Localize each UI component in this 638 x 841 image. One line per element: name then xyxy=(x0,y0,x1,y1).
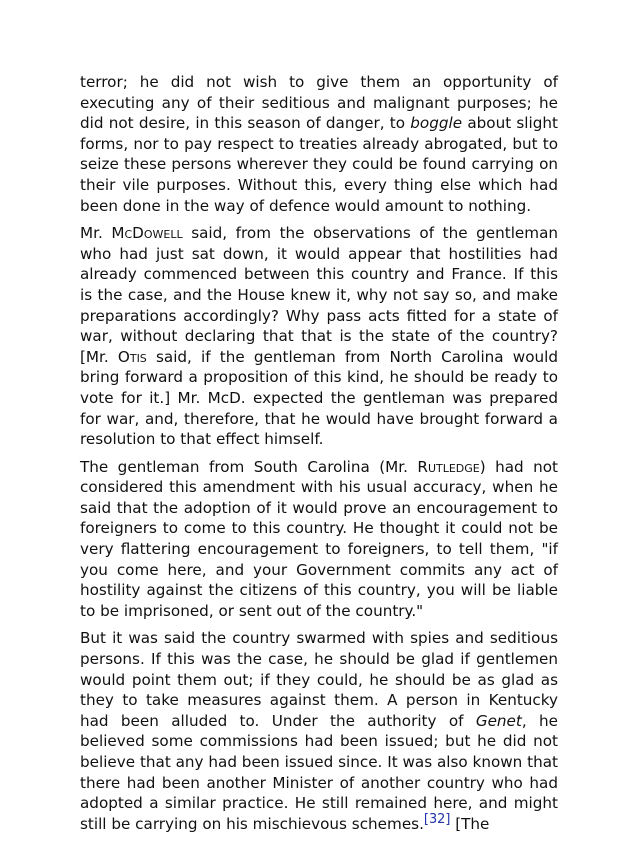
text-run: ) had not considered this amendment with his usual accuracy, when he said that the adoption of it would prove an encouragement to foreigners to come to this country. He thought it could not be very flattering encouragement to foreigners, to tell them, "if you come here, and your Government commits any act of hostility against the citizens of this country, you will be liable to be imprisoned, or sent out of the country." xyxy=(80,457,558,620)
paragraph-1 xyxy=(80,72,558,216)
emphasis-text: boggle xyxy=(410,114,463,133)
paragraph-2 xyxy=(80,223,558,450)
text-run: about slight forms, nor to pay respect to treaties already abrogated, but to seize these persons wherever they could be found carrying on their vile purposes. Without this, every thing else which had been done in the way of defence would amount to nothing. xyxy=(80,114,558,215)
text-run: But it was said the country swarmed with spies and seditious persons. If this was the case, he should be glad if gentlemen would point them out; if they could, he should be as glad as they to take measures against them. A person in Kentucky had been alluded to. Under the authority of xyxy=(80,629,558,730)
document-body xyxy=(80,72,558,841)
footnote-link[interactable]: [32] xyxy=(423,811,451,827)
text-run: said, from the observations of the gentleman who had just sat down, it would appear that hostilities had already commenced between this country and France. If this is the case, and the House knew it, why not say so, and make preparations accordingly? Why pass acts fitted for a state of war, without declaring that that is the state of the country? [Mr. xyxy=(80,224,559,366)
speaker-name: McDowell xyxy=(111,224,183,243)
text-run: Mr. xyxy=(80,224,112,243)
speaker-name: Rutledge xyxy=(417,457,480,476)
text-run: , he believed some commissions had been issued; but he did not believe that any had been issued since. It was also known that there had been another Minister of another country who had adopted a similar practice. He still remained here, and might still be carrying on his mischievous schemes. xyxy=(80,711,558,833)
text-run: The gentleman from South Carolina (Mr. xyxy=(80,457,418,476)
text-run: [The xyxy=(450,814,490,833)
emphasis-text: Genet xyxy=(475,711,522,730)
text-run: said, if the gentleman from North Carolina would bring forward a proposition of this kind, he should be ready to vote for it.] Mr. McD. expected the gentleman was prepared for war, and, therefore, that he would have brought forward a resolution to that effect himself. xyxy=(80,347,558,449)
text-run: terror; he did not wish to give them an opportunity of executing any of their seditious and malignant purposes; he did not desire, in this season of danger, to xyxy=(80,73,558,133)
paragraph-4 xyxy=(80,628,558,834)
speaker-name: Otis xyxy=(117,347,147,366)
paragraph-3 xyxy=(80,457,558,622)
